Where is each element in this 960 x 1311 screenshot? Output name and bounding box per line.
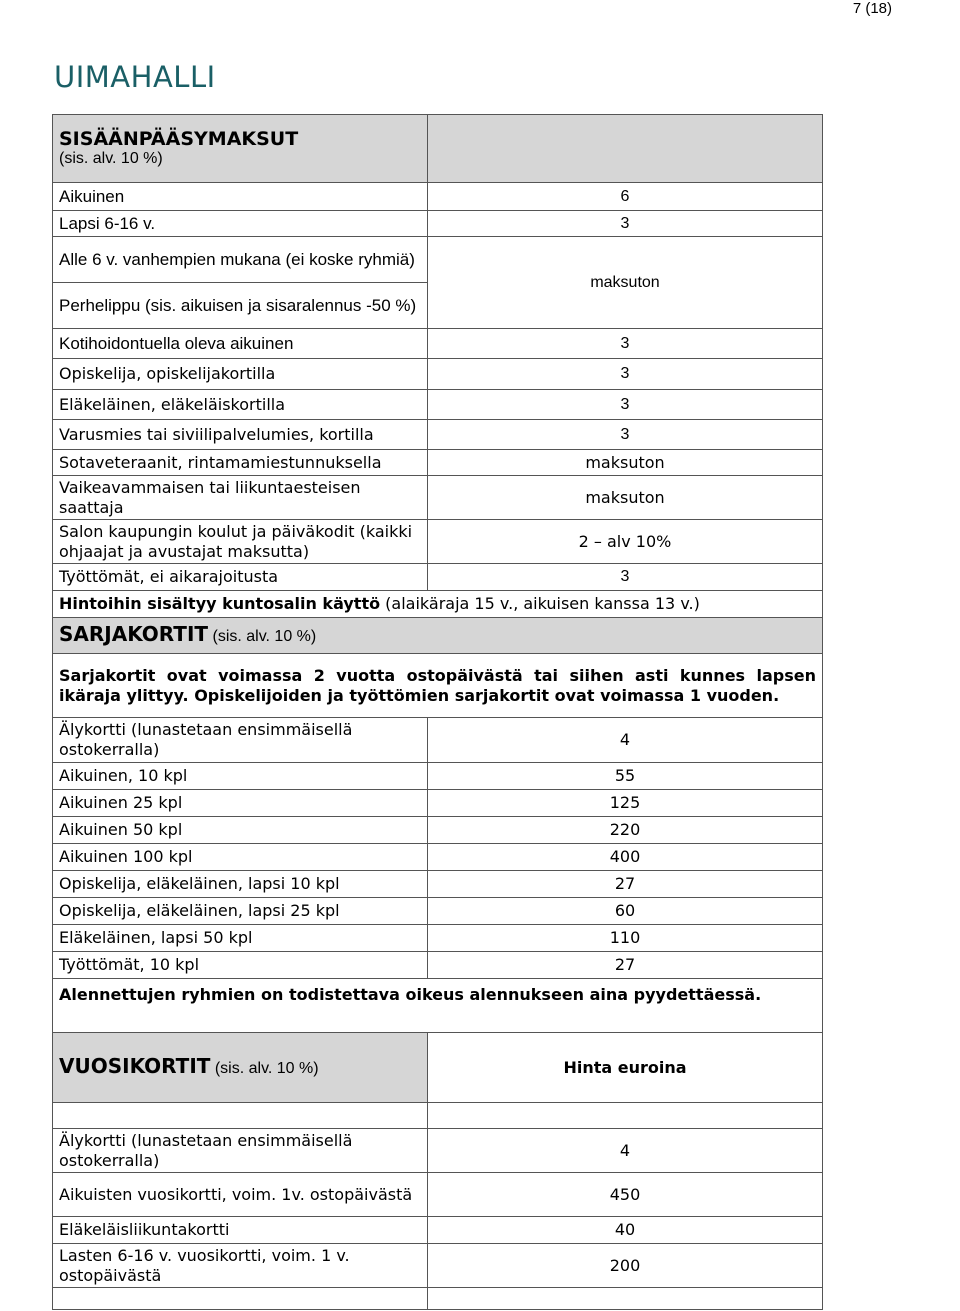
entrance-heading-cell xyxy=(53,115,428,183)
row-label: Työttömät, 10 kpl xyxy=(53,952,428,979)
series-footer-note: Alennettujen ryhmien on todistettava oikeus alennukseen aina pyydettäessä. xyxy=(53,979,823,1033)
row-label: Opiskelija, eläkeläinen, lapsi 25 kpl xyxy=(53,898,428,925)
row-label: Aikuinen, 10 kpl xyxy=(53,763,428,790)
row-label: Varusmies tai siviilipalvelumies, kortilla xyxy=(53,420,428,450)
entrance-header-blank xyxy=(428,115,823,183)
row-label: Eläkeläisliikuntakortti xyxy=(53,1217,428,1244)
table-row xyxy=(53,183,823,211)
row-label: Sotaveteraanit, rintamamiestunnuksella xyxy=(53,450,428,476)
row-label: Työttömät, ei aikarajoitusta xyxy=(53,564,428,591)
series-heading-cell xyxy=(53,618,823,654)
row-value: 220 xyxy=(428,817,823,844)
row-value: 55 xyxy=(428,763,823,790)
table-row xyxy=(53,871,823,898)
row-value: 450 xyxy=(428,1173,823,1217)
table-row xyxy=(53,1244,823,1288)
row-value: 200 xyxy=(428,1244,823,1288)
gym-note-rest: (alaikäraja 15 v., aikuisen kanssa 13 v.) xyxy=(380,594,700,613)
table-row xyxy=(53,520,823,564)
series-note: Sarjakortit ovat voimassa 2 vuotta ostopäivästä tai siihen asti kunnes lapsen ikäraja ylittyy. Opiskelijoiden ja työttömien sarjakortit ovat voimassa 1 vuoden. xyxy=(53,654,823,718)
table-row xyxy=(53,329,823,359)
table-row xyxy=(53,844,823,871)
table-row xyxy=(53,1217,823,1244)
series-footer-row xyxy=(53,979,823,1033)
series-heading: SARJAKORTIT xyxy=(59,622,209,646)
table-row xyxy=(53,359,823,390)
row-value: 3 xyxy=(428,329,823,359)
row-label: Aikuinen 25 kpl xyxy=(53,790,428,817)
row-label: Eläkeläinen, eläkeläiskortilla xyxy=(53,390,428,420)
series-note-row xyxy=(53,654,823,718)
row-label: Kotihoidontuella oleva aikuinen xyxy=(53,329,428,359)
table-row xyxy=(53,476,823,520)
row-label: Alle 6 v. vanhempien mukana (ei koske ryhmiä) xyxy=(53,237,428,283)
row-label: Älykortti (lunastetaan ensimmäisellä ostokerralla) xyxy=(53,1129,428,1173)
table-row xyxy=(53,450,823,476)
row-label: Lasten 6-16 v. vuosikortti, voim. 1 v. ostopäivästä xyxy=(53,1244,428,1288)
row-label: Aikuinen 100 kpl xyxy=(53,844,428,871)
row-value: maksuton xyxy=(428,476,823,520)
row-value: maksuton xyxy=(428,450,823,476)
table-row xyxy=(53,817,823,844)
table-row xyxy=(53,925,823,952)
row-value: 6 xyxy=(428,183,823,211)
row-value: 27 xyxy=(428,871,823,898)
row-value: 3 xyxy=(428,420,823,450)
row-value: 27 xyxy=(428,952,823,979)
row-label: Vaikeavammaisen tai liikuntaesteisen saattaja xyxy=(53,476,428,520)
annual-heading-sub: (sis. alv. 10 %) xyxy=(210,1060,319,1077)
row-value: 2 – alv 10% xyxy=(428,520,823,564)
row-label: Aikuinen xyxy=(53,183,428,211)
entrance-header-row xyxy=(53,115,823,183)
gym-note-bold: Hintoihin sisältyy kuntosalin käyttö xyxy=(59,594,381,613)
table-row xyxy=(53,790,823,817)
row-label: Aikuinen 50 kpl xyxy=(53,817,428,844)
spacer-row xyxy=(53,1103,823,1129)
table-row xyxy=(53,718,823,763)
table-row xyxy=(53,1173,823,1217)
table-end-row xyxy=(53,1288,823,1310)
table-row xyxy=(53,420,823,450)
row-label: Salon kaupungin koulut ja päiväkodit (kaikki ohjaajat ja avustajat maksutta) xyxy=(53,520,428,564)
row-value: 400 xyxy=(428,844,823,871)
row-label: Aikuisten vuosikortti, voim. 1v. ostopäivästä xyxy=(53,1173,428,1217)
table-row xyxy=(53,237,823,283)
gym-note xyxy=(53,591,823,618)
entrance-heading: SISÄÄNPÄÄSYMAKSUT xyxy=(59,127,299,150)
row-value: 110 xyxy=(428,925,823,952)
annual-heading-cell xyxy=(53,1033,428,1103)
page-title: UIMAHALLI xyxy=(54,60,216,94)
price-table xyxy=(52,114,823,1310)
row-label: Perhelippu (sis. aikuisen ja sisaralennus -50 %) xyxy=(53,283,428,329)
page-number: 7 (18) xyxy=(852,0,892,17)
row-value: maksuton xyxy=(428,237,823,329)
table-row xyxy=(53,390,823,420)
entrance-heading-sub: (sis. alv. 10 %) xyxy=(59,149,163,167)
series-heading-sub: (sis. alv. 10 %) xyxy=(208,628,317,645)
row-value: 60 xyxy=(428,898,823,925)
gym-note-row xyxy=(53,591,823,618)
price-header: Hinta euroina xyxy=(428,1033,823,1103)
row-value: 3 xyxy=(428,211,823,237)
annual-heading: VUOSIKORTIT xyxy=(59,1054,211,1078)
table-row xyxy=(53,763,823,790)
row-label: Lapsi 6-16 v. xyxy=(53,211,428,237)
series-header-row xyxy=(53,618,823,654)
table-row xyxy=(53,211,823,237)
table-row xyxy=(53,952,823,979)
annual-header-row xyxy=(53,1033,823,1103)
row-value: 125 xyxy=(428,790,823,817)
row-label: Eläkeläinen, lapsi 50 kpl xyxy=(53,925,428,952)
row-value: 40 xyxy=(428,1217,823,1244)
row-label: Opiskelija, opiskelijakortilla xyxy=(53,359,428,390)
row-label: Älykortti (lunastetaan ensimmäisellä ostokerralla) xyxy=(53,718,428,763)
table-row xyxy=(53,1129,823,1173)
row-value: 3 xyxy=(428,564,823,591)
row-value: 3 xyxy=(428,359,823,390)
row-value: 4 xyxy=(428,1129,823,1173)
row-value: 4 xyxy=(428,718,823,763)
table-row xyxy=(53,564,823,591)
row-label: Opiskelija, eläkeläinen, lapsi 10 kpl xyxy=(53,871,428,898)
table-row xyxy=(53,898,823,925)
row-value: 3 xyxy=(428,390,823,420)
